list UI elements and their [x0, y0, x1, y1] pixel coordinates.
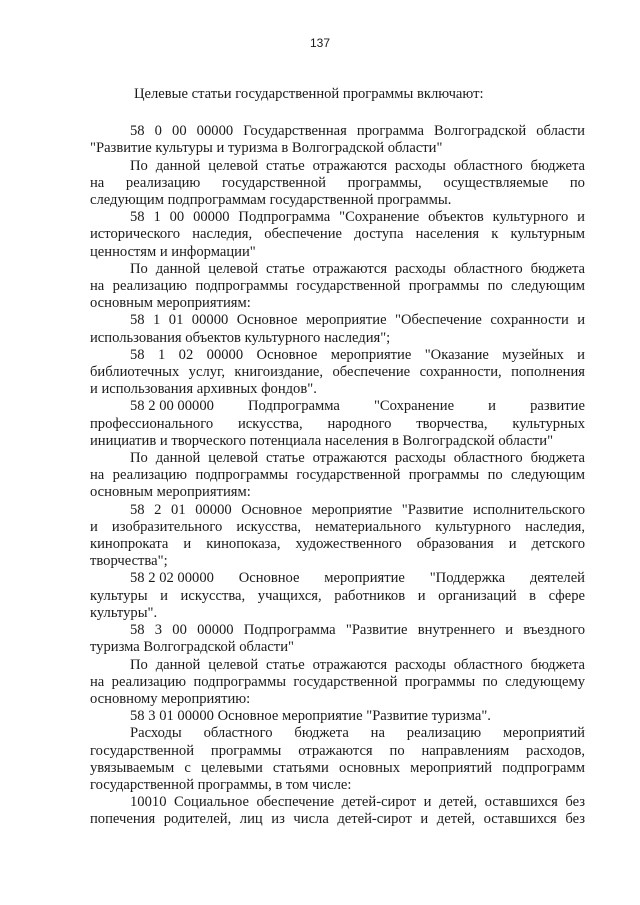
word: реализацию [406, 725, 482, 742]
paragraph-line: 58 0 00 00000 Государственная программа Волгоградской области [130, 123, 585, 140]
word: развитие [530, 398, 585, 415]
page-number: 137 [309, 36, 331, 50]
paragraph-line [90, 175, 585, 192]
section-heading: Целевые статьи государственной программы включают: [134, 86, 484, 102]
word: 58 2 00 00000 [130, 398, 214, 415]
paragraph-line: государственной программы отражаются по направлениям расходов, [90, 742, 585, 759]
paragraph-line [90, 725, 585, 742]
paragraph-line: По данной целевой статье отражаются расходы областного бюджета [130, 656, 585, 673]
word: "Поддержка [429, 570, 506, 587]
paragraph-line [90, 398, 585, 415]
word: деятелей [529, 570, 585, 587]
paragraph-line: культуры". [90, 604, 158, 621]
paragraph-line: увязываемым с целевыми статьями основных мероприятий подпрограмм [90, 759, 585, 776]
paragraph-line [90, 570, 585, 587]
paragraph-line: кинопроката и кинопоказа, художественного образования и детского [90, 536, 585, 553]
paragraph-line: на реализацию подпрограммы государственной программы по следующему [90, 673, 585, 690]
paragraph-line: туризма Волгоградской области" [90, 639, 294, 656]
paragraph-line: государственной программы, в том числе: [90, 776, 352, 793]
paragraph-line: библиотечных услуг, книгоиздание, обеспечение сохранности, пополнения [90, 364, 585, 381]
paragraph-line: и изобразительного искусства, нематериального культурного наследия, [90, 518, 585, 535]
paragraph-line: на реализацию подпрограммы государственной программы по следующим [90, 278, 585, 295]
word: бюджета [294, 725, 349, 742]
paragraph-line: следующим подпрограммам государственной программы. [90, 192, 452, 209]
word: реализацию [125, 174, 201, 191]
paragraph-line: основным мероприятиям: [90, 484, 251, 501]
paragraph-line: 10010 Социальное обеспечение детей-сирот и детей, оставшихся без [130, 794, 585, 811]
paragraph-line: 58 3 00 00000 Подпрограмма "Развитие внутреннего и въездного [130, 622, 585, 639]
word: на [90, 174, 105, 191]
paragraph-line: 58 1 00 00000 Подпрограмма "Сохранение объектов культурного и [130, 209, 585, 226]
document-body [90, 86, 585, 829]
paragraph-line: использования объектов культурного наследия"; [90, 329, 391, 346]
paragraph-line: 58 1 02 00000 Основное мероприятие "Оказание музейных и [130, 346, 585, 363]
word: 58 2 02 00000 [130, 570, 214, 587]
paragraph-line: По данной целевой статье отражаются расходы областного бюджета [130, 450, 585, 467]
paragraph-line: исторического наследия, обеспечение доступа населения к культурным [90, 226, 585, 243]
word: Основное [238, 570, 300, 587]
word: мероприятие [324, 570, 405, 587]
paragraph-line: культуры и искусства, учащихся, работников и организаций в сфере [90, 587, 585, 604]
paragraph-line: попечения родителей, лиц из числа детей-сирот и детей, оставшихся без [90, 811, 585, 828]
word: мероприятий [503, 725, 585, 742]
paragraph-line: основному мероприятию: [90, 690, 251, 707]
paragraph-line: По данной целевой статье отражаются расходы областного бюджета [130, 157, 585, 174]
paragraph-line: профессионального искусства, народного творчества, культурных [90, 415, 585, 432]
paragraph-line: творчества"; [90, 553, 168, 570]
word: Подпрограмма [248, 398, 340, 415]
word: программы, [347, 174, 422, 191]
paragraph-line: 58 3 01 00000 Основное мероприятие "Развитие туризма". [130, 708, 491, 725]
paragraph-line: основным мероприятиям: [90, 295, 251, 312]
paragraph-line: 58 2 01 00000 Основное мероприятие "Развитие исполнительского [130, 501, 585, 518]
word: государственной [221, 174, 326, 191]
word: Расходы [130, 725, 182, 742]
paragraph-line: и использования архивных фондов". [90, 381, 317, 398]
word: и [488, 398, 496, 415]
word: на [370, 725, 385, 742]
word: областного [203, 725, 273, 742]
paragraph-line: ценностям и информации" [90, 243, 256, 260]
paragraph-line: По данной целевой статье отражаются расходы областного бюджета [130, 260, 585, 277]
word: по [569, 174, 585, 191]
paragraph-line: инициатив и творческого потенциала населения в Волгоградской области" [90, 432, 554, 449]
paragraph-line: на реализацию подпрограммы государственной программы по следующим [90, 467, 585, 484]
paragraph-line: "Развитие культуры и туризма в Волгоградской области" [90, 140, 443, 157]
word: "Сохранение [373, 398, 455, 415]
word: осуществляемые [443, 174, 549, 191]
paragraph-line: 58 1 01 00000 Основное мероприятие "Обеспечение сохранности и [130, 312, 585, 329]
